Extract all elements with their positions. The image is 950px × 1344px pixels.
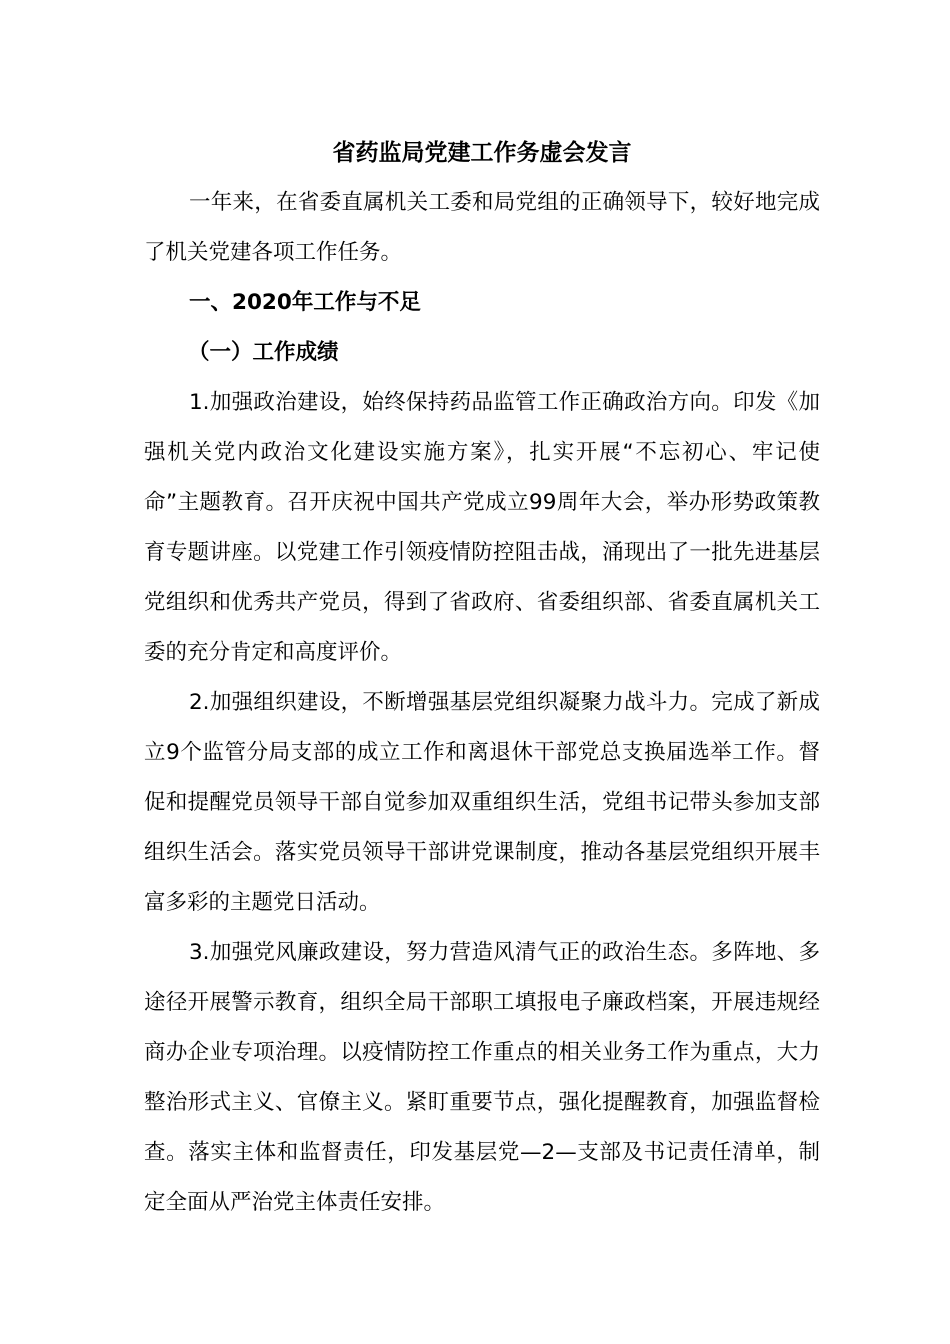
intro-paragraph: 一年来，在省委直属机关工委和局党组的正确领导下，较好地完成了机关党建各项工作任务。: [144, 190, 820, 265]
body-paragraph-political: 1.加强政治建设，始终保持药品监管工作正确政治方向。印发《加强机关党内政治文化建设实施方案》，扎实开展“不忘初心、牢记使命”主题教育。召开庆祝中国共产党成立99周年大会，举办形势政策教育专题讲座。以党建工作引领疫情防控阻击战，涌现出了一批先进基层党组织和优秀共产党员，得到了省政府、省委组织部、省委直属机关工委的充分肯定和高度评价。: [144, 390, 820, 665]
subsection-heading: （一）工作成绩: [188, 340, 339, 365]
body-paragraph-integrity: 3.加强党风廉政建设，努力营造风清气正的政治生态。多阵地、多途径开展警示教育，组织全局干部职工填报电子廉政档案，开展违规经商办企业专项治理。以疫情防控工作重点的相关业务工作为重点，大力整治形式主义、官僚主义。紧盯重要节点，强化提醒教育，加强监督检查。落实主体和监督责任，印发基层党—2—支部及书记责任清单，制定全面从严治党主体责任安排。: [144, 940, 820, 1215]
body-paragraph-organization: 2.加强组织建设，不断增强基层党组织凝聚力战斗力。完成了新成立9个监管分局支部的成立工作和离退休干部党总支换届选举工作。督促和提醒党员领导干部自觉参加双重组织生活，党组书记带头参加支部组织生活会。落实党员领导干部讲党课制度，推动各基层党组织开展丰富多彩的主题党日活动。: [144, 690, 820, 915]
document-page: [144, 128, 820, 1228]
section-heading: 一、2020年工作与不足: [189, 290, 421, 315]
document-title: 省药监局党建工作务虚会发言: [332, 140, 632, 166]
